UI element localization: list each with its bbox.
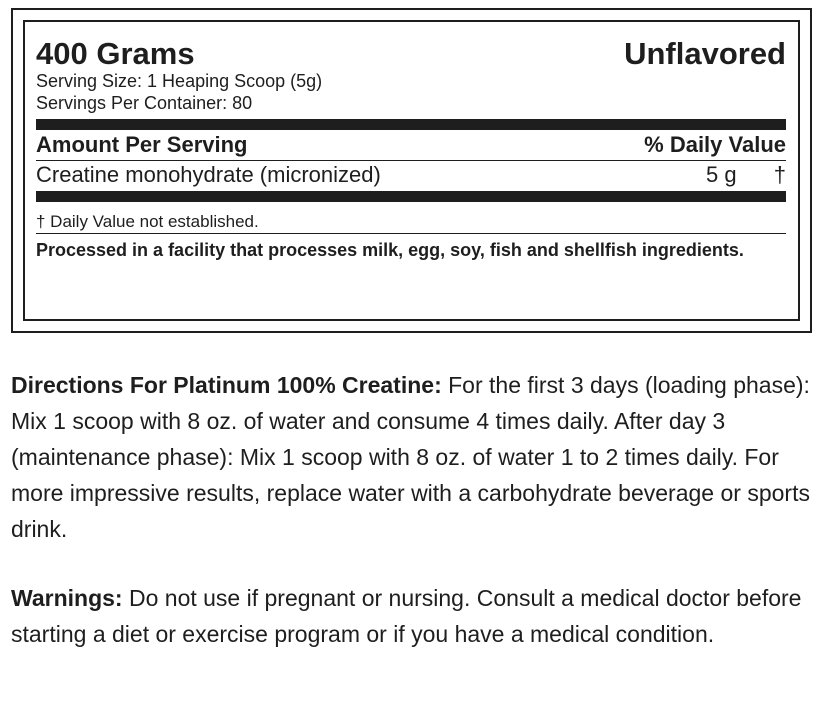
directions-heading: Directions For Platinum 100% Creatine: (11, 372, 442, 398)
ingredient-amount: 5 g (706, 162, 737, 187)
warnings-text: Do not use if pregnant or nursing. Consult a medical doctor before starting a diet or exercise program or if you have a medical condition. (11, 585, 802, 647)
flavor: Unflavored (624, 36, 786, 71)
allergen-notice: Processed in a facility that processes milk, egg, soy, fish and shellfish ingredients. (36, 240, 744, 260)
directions-text: For the first 3 days (loading phase): Mix 1 scoop with 8 oz. of water and consume 4 times daily. After day 3 (maintenance phase): Mix 1 scoop with 8 oz. of water 1 to 2 times daily. For more impressive results, replace water with a carbohydrate beverage or sports drink. (11, 372, 810, 542)
daily-value-header: % Daily Value (644, 132, 786, 157)
net-weight: 400 Grams (36, 36, 195, 71)
daily-value-footnote: † Daily Value not established. (36, 202, 786, 234)
amount-header-row (36, 130, 786, 161)
warnings-heading: Warnings: (11, 585, 123, 611)
directions-paragraph (11, 367, 811, 547)
serving-size: Serving Size: 1 Heaping Scoop (5g) (36, 71, 323, 91)
servings-per-container: Servings Per Container: 80 (36, 93, 253, 113)
thick-divider (36, 119, 786, 130)
warnings-paragraph (11, 580, 811, 652)
ingredient-daily-value: † (773, 162, 786, 187)
amount-per-serving-header: Amount Per Serving (36, 132, 248, 157)
label-header-row (36, 22, 786, 70)
ingredient-values (706, 162, 786, 188)
ingredient-name: Creatine monohydrate (micronized) (36, 162, 381, 187)
medium-divider (36, 191, 786, 202)
supplement-facts-inner-border (23, 20, 800, 321)
supplement-facts-panel (11, 8, 812, 333)
ingredient-row (36, 161, 786, 189)
